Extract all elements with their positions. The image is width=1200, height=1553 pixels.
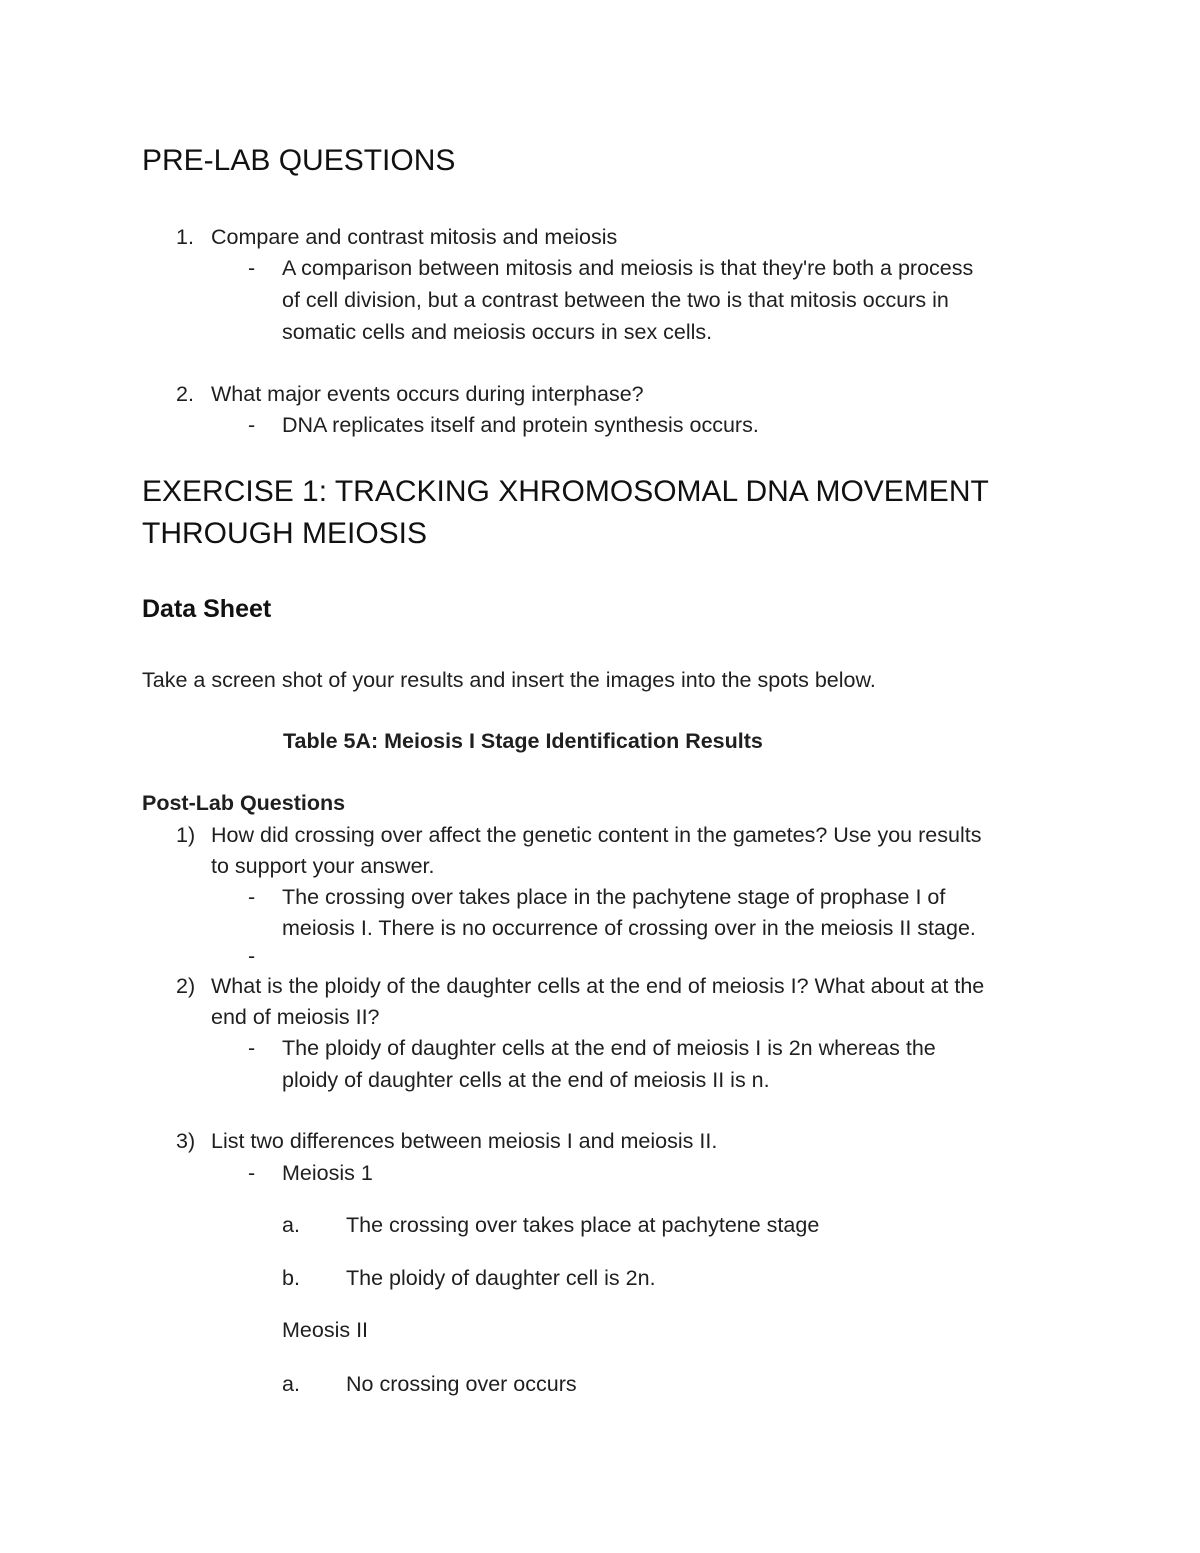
list-item-text: The crossing over takes place at pachytene stage [346, 1213, 820, 1237]
postlab-q1-line: How did crossing over affect the genetic content in the gametes? Use you results [211, 823, 982, 847]
list-item-letter: a. [282, 1372, 300, 1396]
postlab-q3-text: List two differences between meiosis I and meiosis II. [211, 1129, 718, 1153]
postlab-q3-number: 3) [176, 1129, 196, 1153]
prelab-q2-text: What major events occurs during interphase? [211, 382, 644, 406]
postlab-q2-dash: - [248, 1036, 256, 1060]
postlab-q1-line: to support your answer. [211, 854, 435, 878]
meiosis1-label: Meiosis 1 [282, 1161, 373, 1185]
list-item-letter: a. [282, 1213, 300, 1237]
postlab-q2-number: 2) [176, 974, 196, 998]
meiosis2-label: Meosis II [282, 1318, 369, 1342]
list-item-letter: b. [282, 1266, 300, 1290]
prelab-q1-answer-line: A comparison between mitosis and meiosis is that they're both a process [282, 256, 974, 280]
list-item-text: No crossing over occurs [346, 1372, 577, 1396]
prelab-q1-number: 1. [176, 225, 194, 249]
prelab-q1-answer-line: of cell division, but a contrast between the two is that mitosis occurs in [282, 288, 949, 312]
prelab-q1-text: Compare and contrast mitosis and meiosis [211, 225, 618, 249]
data-sheet-instruction: Take a screen shot of your results and insert the images into the spots below. [142, 668, 876, 692]
data-sheet-title: Data Sheet [142, 595, 272, 623]
postlab-q2-answer-line: ploidy of daughter cells at the end of meiosis II is n. [282, 1068, 770, 1092]
postlab-q1-dash: - [248, 885, 256, 909]
table-caption: Table 5A: Meiosis I Stage Identification Results [283, 729, 763, 753]
postlab-q1-answer-line: meiosis I. There is no occurrence of crossing over in the meiosis II stage. [282, 916, 976, 940]
postlab-q2-line: end of meiosis II? [211, 1005, 380, 1029]
postlab-q1-empty-dash: - [248, 944, 256, 968]
postlab-q3-dash: - [248, 1161, 256, 1185]
prelab-title: PRE-LAB QUESTIONS [142, 144, 456, 177]
postlab-q1-number: 1) [176, 823, 196, 847]
list-item-text: The ploidy of daughter cell is 2n. [346, 1266, 656, 1290]
exercise-title-line: EXERCISE 1: TRACKING XHROMOSOMAL DNA MOVEMENT [142, 475, 989, 508]
postlab-title: Post-Lab Questions [142, 791, 346, 815]
exercise-title-line: THROUGH MEIOSIS [142, 517, 428, 550]
prelab-q2-number: 2. [176, 382, 194, 406]
prelab-q1-dash: - [248, 256, 256, 280]
postlab-q2-line: What is the ploidy of the daughter cells at the end of meiosis I? What about at the [211, 974, 985, 998]
postlab-q1-answer-line: The crossing over takes place in the pachytene stage of prophase I of [282, 885, 946, 909]
postlab-q2-answer-line: The ploidy of daughter cells at the end of meiosis I is 2n whereas the [282, 1036, 936, 1060]
prelab-q1-answer-line: somatic cells and meiosis occurs in sex cells. [282, 320, 713, 344]
prelab-q2-dash: - [248, 413, 256, 437]
prelab-q2-answer: DNA replicates itself and protein synthesis occurs. [282, 413, 759, 437]
